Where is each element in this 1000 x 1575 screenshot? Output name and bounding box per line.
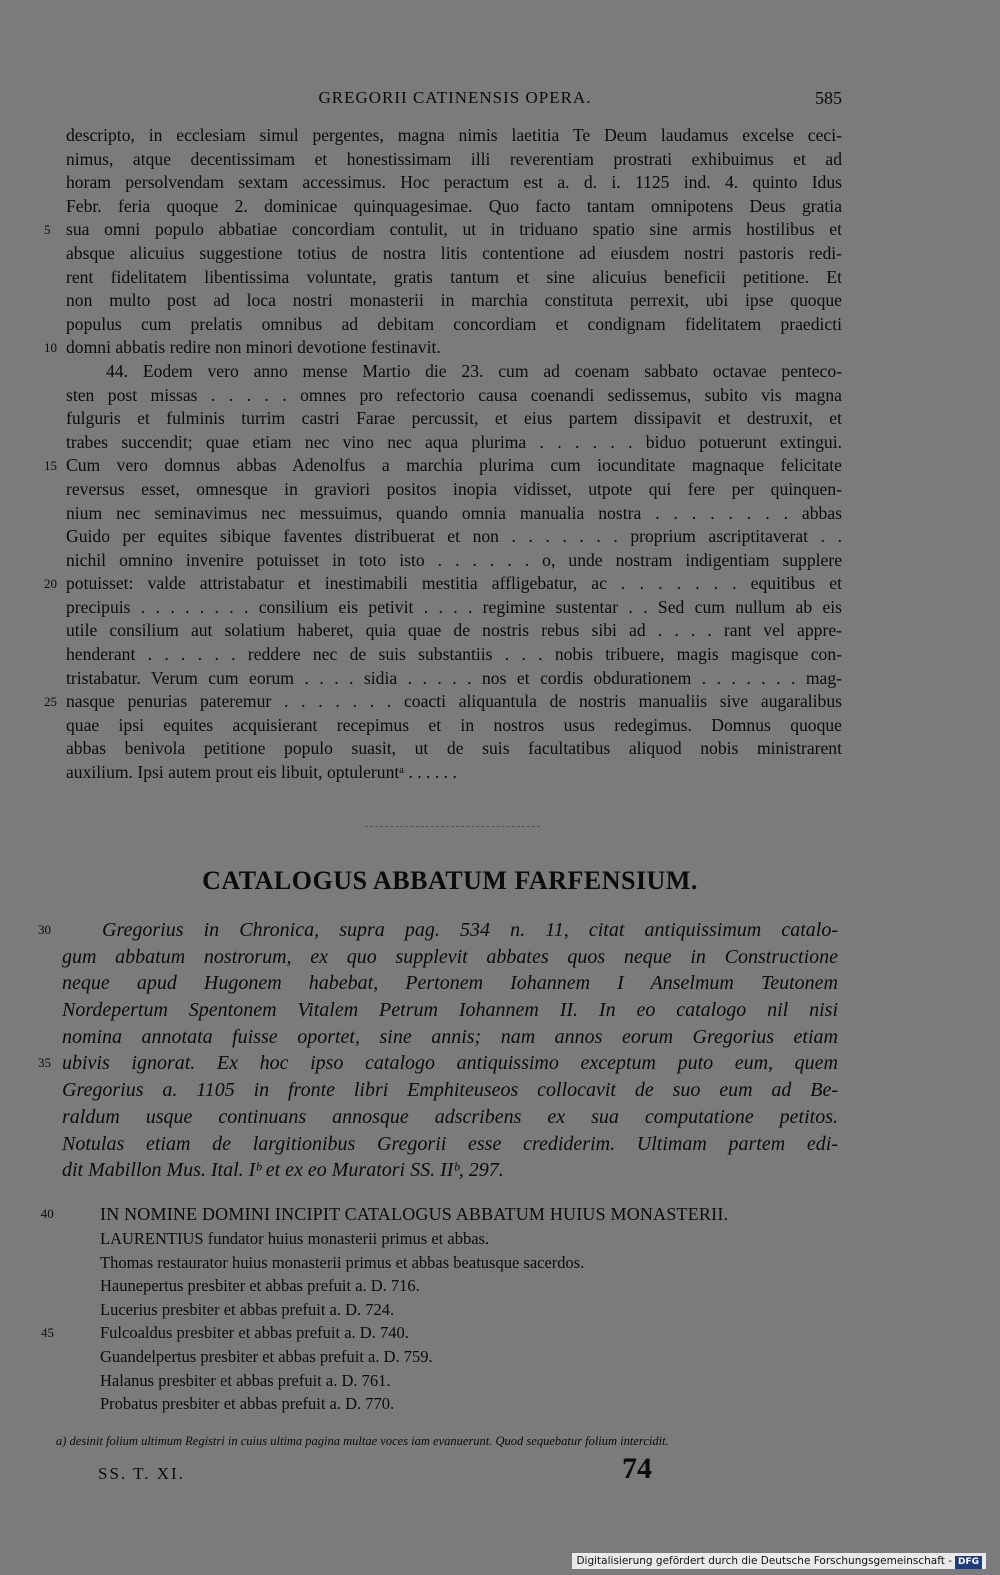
text-line: [66, 596, 842, 620]
volume-signature: SS. T. XI.: [98, 1464, 185, 1483]
page-number: 585: [815, 88, 842, 108]
line-text: sten post missas . . . . . omnes pro refectorio causa coenandi sedissemus, subito vis magna: [66, 384, 842, 405]
text-line: [66, 643, 842, 667]
line-text: tristabatur. Verum cum eorum . . . . sidia . . . . . nos et cordis obdurationem . . . . . . . mag-: [66, 667, 842, 688]
line-text: Gregorius in Chronica, supra pag. 534 n. 11, citat antiquissimum catalo-: [102, 919, 838, 941]
line-text: domni abbatis redire non minori devotione festinavit.: [66, 337, 441, 358]
text-line: [66, 242, 842, 266]
text-line: [66, 714, 842, 738]
line-text: dit Mabillon Mus. Ital. Iᵇ et ex eo Muratori SS. IIᵇ, 297.: [62, 1159, 504, 1182]
line-text: Halanus presbiter et abbas prefuit a. D. 761.: [100, 1370, 391, 1390]
line-text: 44. Eodem vero anno mense Martio die 23. cum ad coenam sabbato octavae penteco-: [106, 360, 842, 381]
line-text: ubivis ignorat. Ex hoc ipso catalogo antiquissimo exceptum puto eum, quem: [62, 1052, 838, 1075]
line-text: quae ipsi equites acquisierant recepimus et in nostros usus redegimus. Domnus quoque: [66, 714, 842, 735]
catalog-entry: [41, 1321, 840, 1345]
line-text: Fulcoaldus presbiter et abbas prefuit a. D. 740.: [100, 1323, 409, 1343]
line-text: non multo post ad loca nostri monasterii in marchia constituta perrexit, ubi ipse quoque: [66, 290, 842, 311]
intro-line: [62, 1104, 838, 1131]
text-line: [44, 454, 842, 478]
intro-line: [62, 1077, 838, 1104]
line-number: 35: [38, 1055, 51, 1071]
catalog-entries: [41, 1227, 840, 1416]
line-text: Nordepertum Spentonem Vitalem Petrum Iohannem II. In eo catalogo nil nisi: [62, 999, 838, 1022]
line-text: trabes succendit; quae etiam nec vino nec aqua plurima . . . . . . biduo potuerunt extingui.: [66, 431, 842, 452]
intro-line: [62, 1131, 838, 1158]
line-text: Lucerius presbiter et abbas prefuit a. D. 724.: [100, 1299, 395, 1319]
line-text: gum abbatum nostrorum, ex quo supplevit abbates quos neque in Constructione: [62, 945, 838, 968]
line-number: 30: [38, 922, 51, 937]
line-text: absque alicuius suggestione totius de nostra litis contentione ad eiusdem nostri pastoris redi-: [66, 242, 842, 263]
text-line: [66, 124, 842, 148]
line-text: neque apud Hugonem habebat, Pertonem Iohannem I Anselmum Teutonem: [62, 972, 838, 995]
catalog-heading: [40, 1201, 840, 1227]
catalog-entry: [100, 1392, 840, 1416]
line-text: Haunepertus presbiter et abbas prefuit a. D. 716.: [100, 1276, 420, 1296]
intro-line: [38, 917, 838, 944]
text-line: [66, 667, 842, 691]
intro-line: [62, 1024, 838, 1051]
line-text: potuisset: valde attristabatur et inestimabili mestitia affligebatur, ac . . . . . . . equitibus et: [66, 573, 842, 594]
text-line: [66, 549, 842, 573]
line-text: nimus, atque decentissimam et honestissimam illi reverentiam prostrati exhibuimus et ad: [66, 148, 842, 169]
text-line: [66, 502, 842, 526]
line-text: nium nec seminavimus nec messuimus, quando omnia manualia nostra . . . . . . . . abbas: [66, 502, 842, 523]
line-text: horam persolvendam sextam accessimus. Hoc peractum est a. d. i. 1125 ind. 4. quinto Idus: [66, 172, 842, 193]
line-text: Cum vero domnus abbas Adenolfus a marchia plurima cum iocunditate magnaque felicitate: [66, 455, 842, 476]
intro-line: [62, 944, 838, 971]
intro-line: [62, 970, 838, 997]
catalog-entry: [100, 1345, 840, 1369]
catalog-entry: [100, 1274, 840, 1298]
text-line: [66, 737, 842, 761]
abbot-catalog: [40, 1201, 840, 1416]
text-line: [66, 360, 842, 384]
footnote: a) desinit folium ultimum Registri in cuius ultima pagina multae voces iam evanuerunt. Quod sequebatur folium intercidit.: [56, 1434, 669, 1448]
line-number: 5: [44, 222, 51, 238]
editor-introduction: [38, 917, 838, 1184]
text-line: [66, 266, 842, 290]
text-line: [66, 148, 842, 172]
line-text: reversus esset, omnesque in graviori positos inopia vidisset, utpote qui fere per quinquen-: [66, 478, 842, 499]
line-text: nasque penurias pateremur . . . . . . . coacti aliquantula de nostris manualiis sive augaralibus: [66, 691, 842, 712]
line-text: nomina annotata fuisse oportet, sine annis; nam annos eorum Gregorius etiam: [62, 1025, 838, 1048]
catalog-entry: [100, 1298, 840, 1322]
line-text: populus cum prelatis omnibus ad debitam concordiam et condignam fidelitatem praedicti: [66, 313, 842, 334]
line-number: 45: [41, 1325, 54, 1341]
line-number: 15: [44, 458, 57, 474]
line-text: precipuis . . . . . . . . consilium eis petivit . . . . regimine sustentar . . Sed cum nullum ab eis: [66, 596, 842, 617]
digitization-note: Digitalisierung gefördert durch die Deutsche Forschungsgemeinschaft -: [576, 1555, 952, 1567]
line-text: utile consilium aut solatium haberet, quia quae de nostris rebus sibi ad . . . . rant vel appre-: [66, 620, 842, 641]
text-line: [66, 619, 842, 643]
text-line: [66, 407, 842, 431]
running-header: [0, 88, 1000, 114]
catalog-entry: [100, 1227, 840, 1251]
text-line: [44, 218, 842, 242]
text-line: [66, 313, 842, 337]
running-title: GREGORII CATINENSIS OPERA.: [318, 88, 592, 107]
text-line: [66, 478, 842, 502]
text-line: [66, 384, 842, 408]
sheet-number: 74: [622, 1452, 652, 1485]
dfg-logo-icon: DFG: [955, 1556, 982, 1569]
line-text: Probatus presbiter et abbas prefuit a. D. 770.: [100, 1394, 395, 1414]
text-line: [66, 525, 842, 549]
text-line: [66, 195, 842, 219]
chronicle-text: [44, 124, 842, 785]
catalog-heading-text: IN NOMINE DOMINI INCIPIT CATALOGUS ABBATUM HUIUS MONASTERII.: [100, 1204, 729, 1224]
line-text: LAURENTIUS fundator huius monasterii primus et abbas.: [100, 1229, 490, 1248]
line-text: Gregorius a. 1105 in fronte libri Emphiteuseos collocavit de suo eum ad Be-: [62, 1079, 838, 1102]
line-text: rent fidelitatem libentissima voluntate, gratis tantum et sine alicuius beneficii petitione. Et: [66, 266, 842, 287]
line-text: Guido per equites sibique faventes distribuerat et non . . . . . . . proprium ascriptitaverat . .: [66, 526, 842, 547]
line-number: 10: [44, 340, 57, 356]
text-line: [66, 431, 842, 455]
text-line: [44, 690, 842, 714]
text-line: [44, 572, 842, 596]
text-line: [44, 336, 842, 360]
line-text: Febr. feria quoque 2. dominicae quinquagesimae. Quo facto tantam omnipotens Deus gratia: [66, 195, 842, 216]
line-text: Notulas etiam de largitionibus Gregorii esse crediderim. Ultimam partem edi-: [62, 1132, 838, 1155]
text-line: [66, 289, 842, 313]
line-text: descripto, in ecclesiam simul pergentes, magna nimis laetitia Te Deum laudamus excelse ceci-: [66, 125, 842, 145]
line-text: Guandelpertus presbiter et abbas prefuit a. D. 759.: [100, 1346, 433, 1366]
section-divider: [365, 826, 540, 828]
line-number: 20: [44, 576, 57, 592]
section-title: CATALOGUS ABBATUM FARFENSIUM.: [202, 866, 698, 895]
catalog-entry: [100, 1369, 840, 1393]
line-number: 25: [44, 694, 57, 710]
digitization-credit: [572, 1553, 986, 1569]
line-text: fulguris et fulminis turrim castri Farae percussit, et eius partem dissipavit et destruxit, et: [66, 408, 842, 429]
text-line: [66, 761, 842, 785]
line-number: 40: [40, 1206, 54, 1221]
line-text: auxilium. Ipsi autem prout eis libuit, optuleruntᵃ . . . . . .: [66, 762, 457, 783]
line-text: sua omni populo abbatiae concordiam contulit, ut in triduano spatio sine armis hostilibus et: [66, 219, 842, 240]
line-text: abbas benivola petitione populo suasit, ut de suis facultatibus aliquod nobis ministrarent: [66, 738, 842, 759]
line-text: raldum usque continuans annosque adscribens ex sua computatione petitos.: [62, 1105, 838, 1128]
intro-line: [38, 1050, 838, 1077]
intro-line: [62, 997, 838, 1024]
intro-line: [62, 1157, 838, 1184]
text-line: [66, 171, 842, 195]
catalog-entry: [100, 1251, 840, 1275]
line-text: nichil omnino invenire potuisset in toto isto . . . . . . o, unde nostram indigentiam supplere: [66, 549, 842, 570]
line-text: henderant . . . . . . reddere nec de suis substantiis . . . nobis tribuere, magis magisque con-: [66, 644, 842, 665]
line-text: Thomas restaurator huius monasterii primus et abbas beatusque sacerdos.: [100, 1252, 585, 1272]
